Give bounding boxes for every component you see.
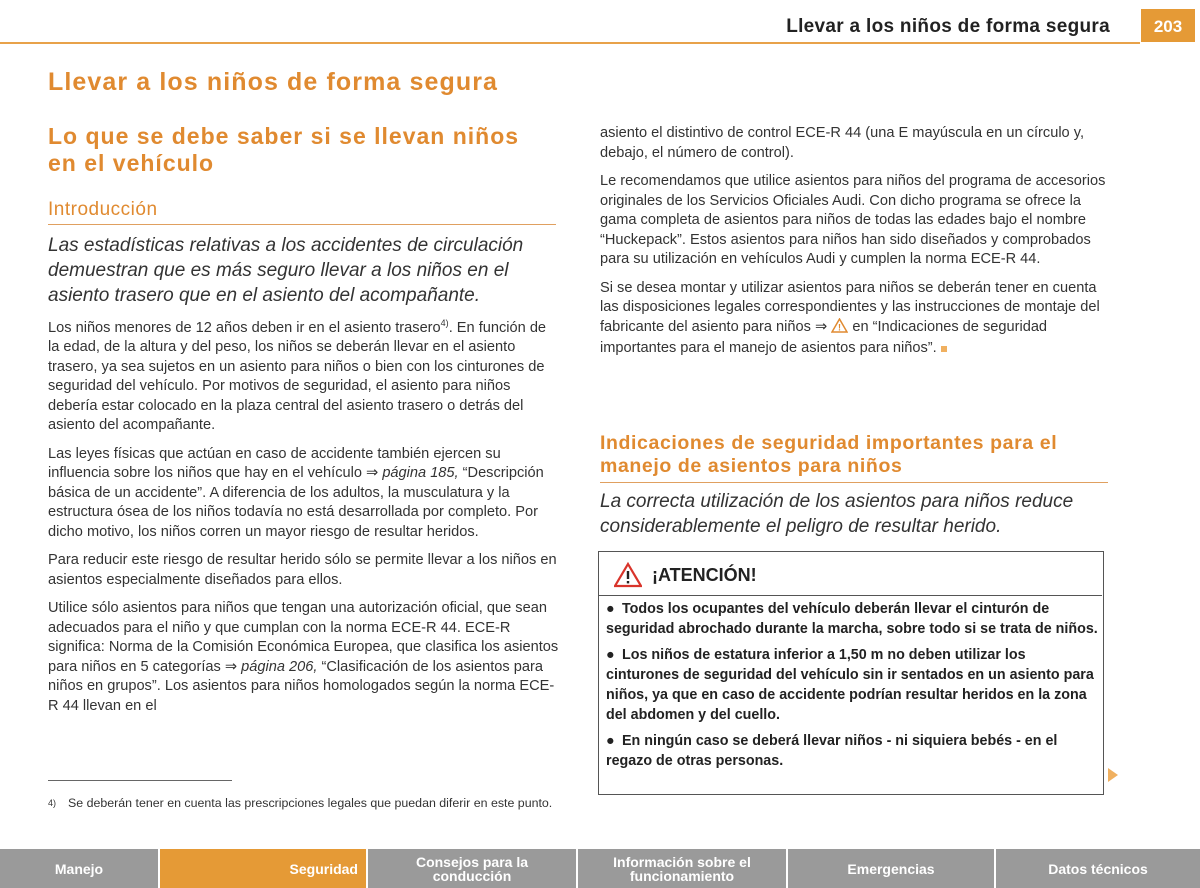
paragraph-text: “Descripción básica de un accidente”. A diferencia de los adultos, la musculatura y la estructura ósea de los niños todavía no está desarrollada por completo. Por dicho motivo, los niños corren un mayor riesgo de resultar heridos. [48, 465, 544, 540]
nav-tab-label: Datos técnicos [1048, 860, 1148, 877]
end-of-section-square-icon [941, 346, 947, 352]
warning-ref-icon[interactable] [831, 318, 848, 340]
paragraph [48, 445, 560, 543]
safety-lead: La correcta utilización de los asientos para niños reduce considerablemente el peligro de resultar herido. [600, 491, 1074, 537]
paragraph-text: Los niños menores de 12 años deben ir en el asiento trasero [48, 319, 441, 336]
footnote-marker: 4) [48, 798, 57, 808]
warning-item-text: En ningún caso se deberá llevar niños - ni siquiera bebés - en el regazo de otras personas. [606, 733, 1058, 769]
warning-item-text: Todos los ocupantes del vehículo deberán llevar el cinturón de seguridad abrochado durante la marcha, sobre todo si se trata de niños. [606, 601, 1098, 637]
nav-tab-datos-tecnicos[interactable] [996, 849, 1200, 888]
paragraph [600, 279, 1110, 359]
paragraph: Le recomendamos que utilice asientos para niños del programa de accesorios originales de los Servicios Oficiales Audi. Con dicho programa se ofrece la gama completa de asientos para niños de todas las edades bajo el nombre “Huckepack”. Estos asientos para niños han sido diseñados y comprobados para su utilización en vehículos Audi y cumplen la norma ECE-R 44. [600, 173, 1106, 267]
warning-item [606, 731, 1098, 771]
bullet-icon: ● [606, 601, 615, 617]
footnote-rule [48, 780, 232, 781]
paragraph-text: “Clasificación de los asientos para niños en grupos”. Los asientos para niños homologados según la norma ECE-R 44 llevan en el [48, 658, 555, 714]
paragraph: asiento el distintivo de control ECE-R 44 (una E mayúscula en un círculo y, debajo, el número de control). [600, 125, 1084, 161]
page-reference-link[interactable]: página 206, [241, 658, 318, 675]
left-body-text [48, 314, 560, 725]
paragraph-text: . En función de la edad, de la altura y del peso, los niños se deberán llevar en el asiento trasero, ya sea sujetos en un asiento para niños o bien con los cinturones de seguridad del vehículo. Por motivos de seguridad, el asiento para niños debería estar colocado en la plaza central del asiento trasero o detrás del asiento del acompañante. [48, 319, 547, 434]
nav-tab-seguridad[interactable] [160, 849, 368, 888]
paragraph [48, 599, 560, 716]
paragraph-text: Las leyes físicas que actúan en caso de accidente también ejercen su influencia sobre los niños que hay en el vehículo ⇒ [48, 445, 501, 482]
section-title: Lo que se debe saber si se llevan niños en el vehículo [48, 123, 520, 176]
section-title-safety: Indicaciones de seguridad importantes para el manejo de asientos para niños [600, 432, 1058, 477]
nav-tab-label: Seguridad [289, 860, 358, 877]
running-header-title: Llevar a los niños de forma segura [786, 16, 1110, 37]
warning-item [606, 645, 1098, 725]
section-rule [600, 482, 1108, 483]
paragraph [48, 314, 560, 436]
intro-lead: Las estadísticas relativas a los accidentes de circulación demuestran que es más seguro llevar a los niños en el asiento trasero que en el asiento del acompañante. [48, 235, 524, 306]
subsection-rule [48, 224, 556, 225]
footnote [48, 795, 568, 811]
chapter-title: Llevar a los niños de forma segura [48, 68, 499, 96]
paragraph-text: Utilice sólo asientos para niños que tengan una autorización oficial, que sean adecuados para el niño y que cumplan con la norma ECE-R 44. ECE-R significa: Norma de la Comisión Económica Europea, que clasifica los asientos para niños en 5 categorías ⇒ [48, 600, 559, 675]
paragraph-text: en “Indicaciones de seguridad importantes para el manejo de asientos para niños”. [600, 318, 1048, 356]
bullet-icon: ● [606, 647, 615, 663]
warning-item [606, 599, 1098, 639]
svg-text:!: ! [838, 322, 842, 332]
page-reference-link[interactable]: página 185, [382, 465, 459, 482]
continue-arrow-icon [1108, 768, 1118, 782]
subsection-title: Introducción [48, 199, 158, 220]
paragraph-text: Si se desea montar y utilizar asientos para niños se deberán tener en cuenta las disposiciones legales correspondientes y las instrucciones de montaje del fabricante del asiento para niños ⇒ [600, 279, 1100, 335]
warning-triangle-icon [614, 562, 642, 588]
nav-tab-label: Consejos para la conducción [415, 853, 529, 884]
nav-tab-consejos[interactable] [368, 849, 578, 888]
right-body-text [600, 124, 1110, 368]
nav-tab-manejo[interactable] [0, 849, 160, 888]
nav-tab-label: Manejo [54, 860, 104, 877]
header-rule [0, 42, 1140, 44]
footnote-text: Se deberán tener en cuenta las prescripciones legales que puedan diferir en este punto. [68, 796, 553, 810]
warning-list [606, 599, 1098, 777]
bullet-icon: ● [606, 733, 615, 749]
paragraph: Para reducir este riesgo de resultar herido sólo se permite llevar a los niños en asientos especialmente diseñados para ellos. [48, 552, 557, 588]
warning-title: ¡ATENCIÓN! [652, 565, 757, 585]
footnote-ref[interactable]: 4) [440, 318, 449, 328]
nav-tab-label: Emergencias [847, 860, 935, 877]
nav-tab-emergencias[interactable] [788, 849, 996, 888]
nav-tab-label: Información sobre el funcionamiento [613, 853, 751, 884]
nav-tab-informacion[interactable] [578, 849, 788, 888]
warning-item-text: Los niños de estatura inferior a 1,50 m no deben utilizar los cinturones de seguridad del vehículo sin ir sentados en un asiento para niños, ya que en caso de accidente podrían resultar heridos en la zona del abdomen y del cuello. [606, 647, 1094, 723]
page-number: 203 [1141, 9, 1195, 42]
